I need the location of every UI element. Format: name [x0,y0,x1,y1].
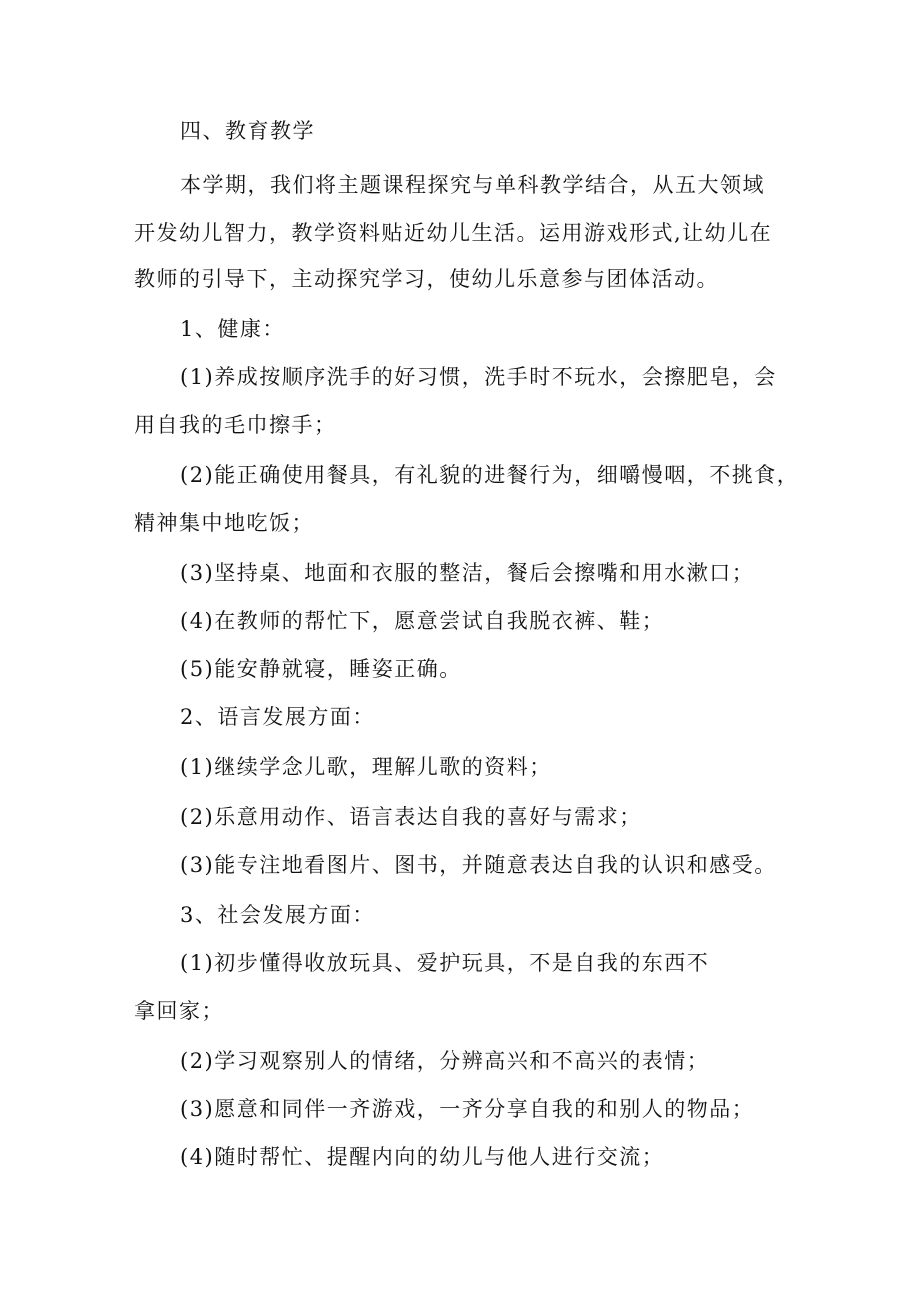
list-item: (3)愿意和同伴一齐游戏，一齐分享自我的和别人的物品； [180,1097,755,1121]
list-item: (5)能安静就寝，睡姿正确。 [180,657,462,681]
section-heading: 四、教育教学 [180,119,315,143]
subheading-social: 3、社会发展方面： [180,903,375,927]
list-item: (2)能正确使用餐具，有礼貌的进餐行为，细嚼慢咽，不挑食， [180,463,800,487]
subheading-language: 2、语言发展方面： [180,705,375,729]
paragraph-line: 开发幼儿智力，教学资料贴近幼儿生活。运用游戏形式,让幼儿在 [134,221,773,245]
list-item: (4)随时帮忙、提醒内向的幼儿与他人进行交流； [180,1145,665,1169]
list-item: (4)在教师的帮忙下，愿意尝试自我脱衣裤、鞋； [180,609,665,633]
list-item: (1)初步懂得收放玩具、爱护玩具，不是自我的东西不 [180,951,710,975]
paragraph-line: 教师的引导下，主动探究学习，使幼儿乐意参与团体活动。 [134,267,719,291]
list-item: (3)坚持桌、地面和衣服的整洁，餐后会擦嘴和用水漱口； [180,561,755,585]
list-item-continuation: 拿回家； [134,999,224,1023]
list-item-continuation: 精神集中地吃饭； [134,511,314,535]
list-item: (1)继续学念儿歌，理解儿歌的资料； [180,755,552,779]
list-item: (2)学习观察别人的情绪，分辨高兴和不高兴的表情； [180,1049,710,1073]
list-item: (3)能专注地看图片、图书，并随意表达自我的认识和感受。 [180,853,777,877]
subheading-health: 1、健康： [180,317,285,341]
list-item-continuation: 用自我的毛巾擦手； [134,413,337,437]
list-item: (1)养成按顺序洗手的好习惯，洗手时不玩水，会擦肥皂，会 [180,365,777,389]
paragraph-line: 本学期，我们将主题课程探究与单科教学结合，从五大领域 [180,173,765,197]
list-item: (2)乐意用动作、语言表达自我的喜好与需求； [180,805,642,829]
